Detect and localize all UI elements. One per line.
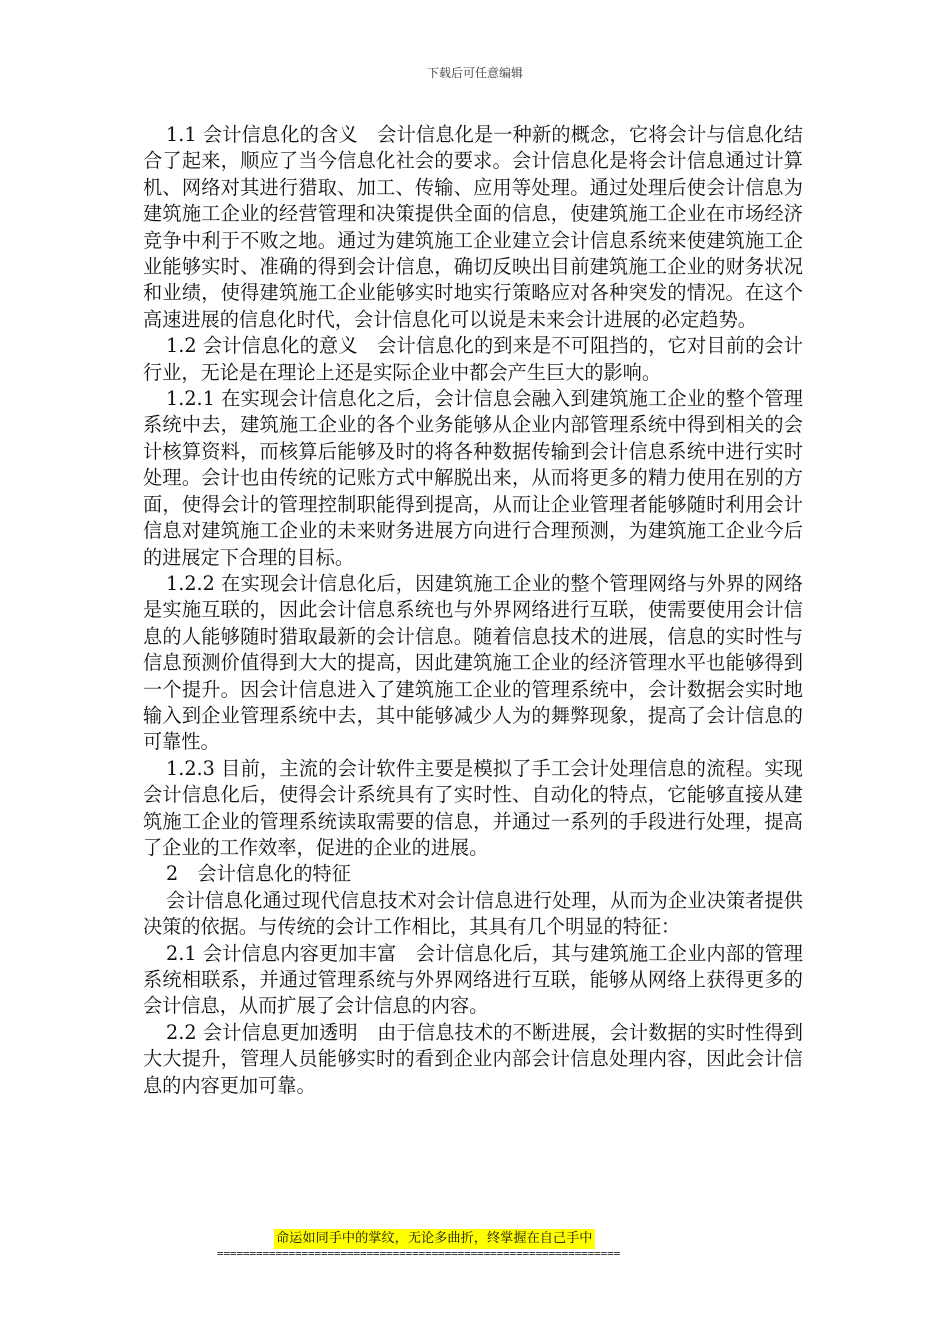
footer-divider-rule: ============================================================== <box>217 1247 621 1260</box>
paragraph-1-1: 1.1 会计信息化的含义 会计信息化是一种新的概念，它将会计与信息化结合了起来，顺应了当今信息化社会的要求。会计信息化是将会计信息通过计算机、网络对其进行猎取、加工、传输、应用等处理。通过处理后使会计信息为建筑施工企业的经营管理和决策提供全面的信息，使建筑施工企业在市场经济竞争中利于不败之地。通过为建筑施工企业建立会计信息系统来使建筑施工企业能够实时、准确的得到会计信息，确切反映出目前建筑施工企业的财务状况和业绩，使得建筑施工企业能够实时地实行策略应对各种突发的情况。在这个高速进展的信息化时代，会计信息化可以说是未来会计进展的必定趋势。 <box>143 123 803 331</box>
paragraph-1-2-1: 1.2.1 在实现会计信息化之后，会计信息会融入到建筑施工企业的整个管理系统中去，建筑施工企业的各个业务能够从企业内部管理系统中得到相关的会计核算资料，而核算后能够及时的将各种数据传输到会计信息系统中进行实时处理。会计也由传统的记账方式中解脱出来，从而将更多的精力使用在别的方面，使得会计的管理控制职能得到提高，从而让企业管理者能够随时利用会计信息对建筑施工企业的未来财务进展方向进行合理预测，为建筑施工企业今后的进展定下合理的目标。 <box>143 387 803 569</box>
paragraph-2-intro: 会计信息化通过现代信息技术对会计信息进行处理，从而为企业决策者提供决策的依据。与传统的会计工作相比，其具有几个明显的特征： <box>143 888 803 939</box>
paragraph-1-2-3: 1.2.3 目前，主流的会计软件主要是模拟了手工会计处理信息的流程。实现会计信息化后，使得会计系统具有了实时性、自动化的特点，它能够直接从建筑施工企业的管理系统读取需要的信息，并通过一系列的手段进行处理，提高了企业的工作效率，促进的企业的进展。 <box>143 756 803 859</box>
paragraph-1-2-2: 1.2.2 在实现会计信息化后，因建筑施工企业的整个管理网络与外界的网络是实施互联的，因此会计信息系统也与外界网络进行互联，使需要使用会计信息的人能够随时猎取最新的会计信息。随着信息技术的进展，信息的实时性与信息预测价值得到大大的提高，因此建筑施工企业的经济管理水平也能够得到一个提升。因会计信息进入了建筑施工企业的管理系统中，会计数据会实时地输入到企业管理系统中去，其中能够减少人为的舞弊现象，提高了会计信息的可靠性。 <box>143 571 803 754</box>
paragraph-1-2: 1.2 会计信息化的意义 会计信息化的到来是不可阻挡的，它对目前的会计行业，无论是在理论上还是实际企业中都会产生巨大的影响。 <box>143 334 803 384</box>
section-heading-2: 2 会计信息化的特征 <box>166 862 351 886</box>
paragraph-2-1: 2.1 会计信息内容更加丰富 会计信息化后，其与建筑施工企业内部的管理系统相联系，并通过管理系统与外界网络进行互联，能够从网络上获得更多的会计信息，从而扩展了会计信息的内容。 <box>143 941 803 1018</box>
paragraph-2-2: 2.2 会计信息更加透明 由于信息技术的不断进展，会计数据的实时性得到大大提升，管理人员能够实时的看到企业内部会计信息处理内容，因此会计信息的内容更加可靠。 <box>143 1020 803 1097</box>
footer-motto-banner: 命运如同手中的掌纹，无论多曲折，终掌握在自己手中 <box>274 1229 595 1249</box>
document-body <box>143 122 803 1099</box>
page-header-note: 下载后可任意编辑 <box>426 66 523 80</box>
